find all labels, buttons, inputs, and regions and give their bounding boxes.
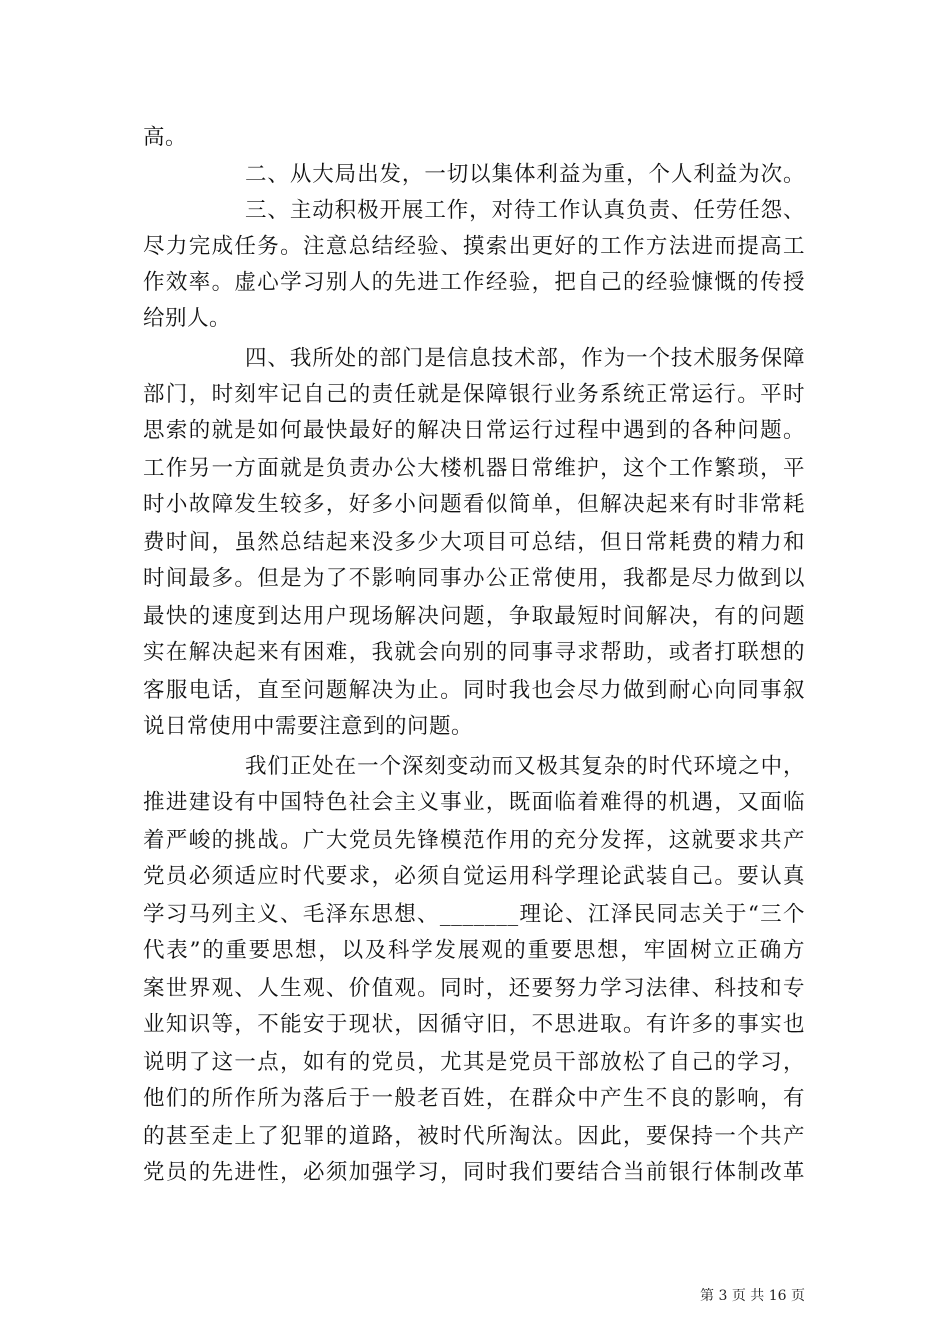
text-line: 说日常使用中需要注意到的问题。 xyxy=(143,714,474,739)
text-line: 的甚至走上了犯罪的道路，被时代所淘汰。因此，要保持一个共产 xyxy=(143,1124,805,1149)
text-line: 尽力完成任务。注意总结经验、摸索出更好的工作方法进而提高工 xyxy=(143,234,805,259)
text-line: 推进建设有中国特色社会主义事业，既面临着难得的机遇，又面临 xyxy=(143,790,805,815)
text-line: 代表”的重要思想，以及科学发展观的重要思想，牢固树立正确方 xyxy=(143,938,805,963)
text-line: 工作另一方面就是负责办公大楼机器日常维护，这个工作繁琐，平 xyxy=(143,456,805,481)
text-line: 时间最多。但是为了不影响同事办公正常使用，我都是尽力做到以 xyxy=(143,566,805,591)
text-line: 给别人。 xyxy=(143,306,232,331)
text-line: 实在解决起来有困难，我就会向别的同事寻求帮助，或者打联想的 xyxy=(143,640,805,665)
text-line: 高。 xyxy=(143,125,188,150)
text-line: 四、我所处的部门是信息技术部，作为一个技术服务保障 xyxy=(245,346,805,371)
text-line: 部门，时刻牢记自己的责任就是保障银行业务系统正常运行。平时 xyxy=(143,382,805,407)
text-line: 我们正处在一个深刻变动而又极其复杂的时代环境之中， xyxy=(245,754,805,779)
text-line: 学习马列主义、毛泽东思想、_______理论、江泽民同志关于“三个 xyxy=(143,902,805,927)
page-number-footer: 第 3 页 共 16 页 xyxy=(700,1288,805,1304)
text-line: 三、主动积极开展工作，对待工作认真负责、任劳任怨、 xyxy=(245,198,805,223)
text-line: 说明了这一点，如有的党员，尤其是党员干部放松了自己的学习， xyxy=(143,1050,805,1075)
text-line: 党员的先进性，必须加强学习，同时我们要结合当前银行体制改革 xyxy=(143,1160,805,1185)
text-line: 案世界观、人生观、价值观。同时，还要努力学习法律、科技和专 xyxy=(143,976,805,1001)
text-line: 二、从大局出发，一切以集体利益为重，个人利益为次。 xyxy=(245,162,805,187)
text-line: 业知识等，不能安于现状，因循守旧，不思进取。有许多的事实也 xyxy=(143,1012,805,1037)
text-line: 作效率。虚心学习别人的先进工作经验，把自己的经验慷慨的传授 xyxy=(143,270,805,295)
text-line: 费时间，虽然总结起来没多少大项目可总结，但日常耗费的精力和 xyxy=(143,530,805,555)
text-line: 最快的速度到达用户现场解决问题，争取最短时间解决，有的问题 xyxy=(143,604,805,629)
text-line: 客服电话，直至问题解决为止。同时我也会尽力做到耐心向同事叙 xyxy=(143,678,805,703)
text-line: 思索的就是如何最快最好的解决日常运行过程中遇到的各种问题。 xyxy=(143,418,805,443)
text-line: 着严峻的挑战。广大党员先锋模范作用的充分发挥，这就要求共产 xyxy=(143,828,805,853)
text-line: 他们的所作所为落后于一般老百姓，在群众中产生不良的影响，有 xyxy=(143,1086,805,1111)
text-line: 时小故障发生较多，好多小问题看似简单，但解决起来有时非常耗 xyxy=(143,492,805,517)
text-line: 党员必须适应时代要求，必须自觉运用科学理论武装自己。要认真 xyxy=(143,864,805,889)
